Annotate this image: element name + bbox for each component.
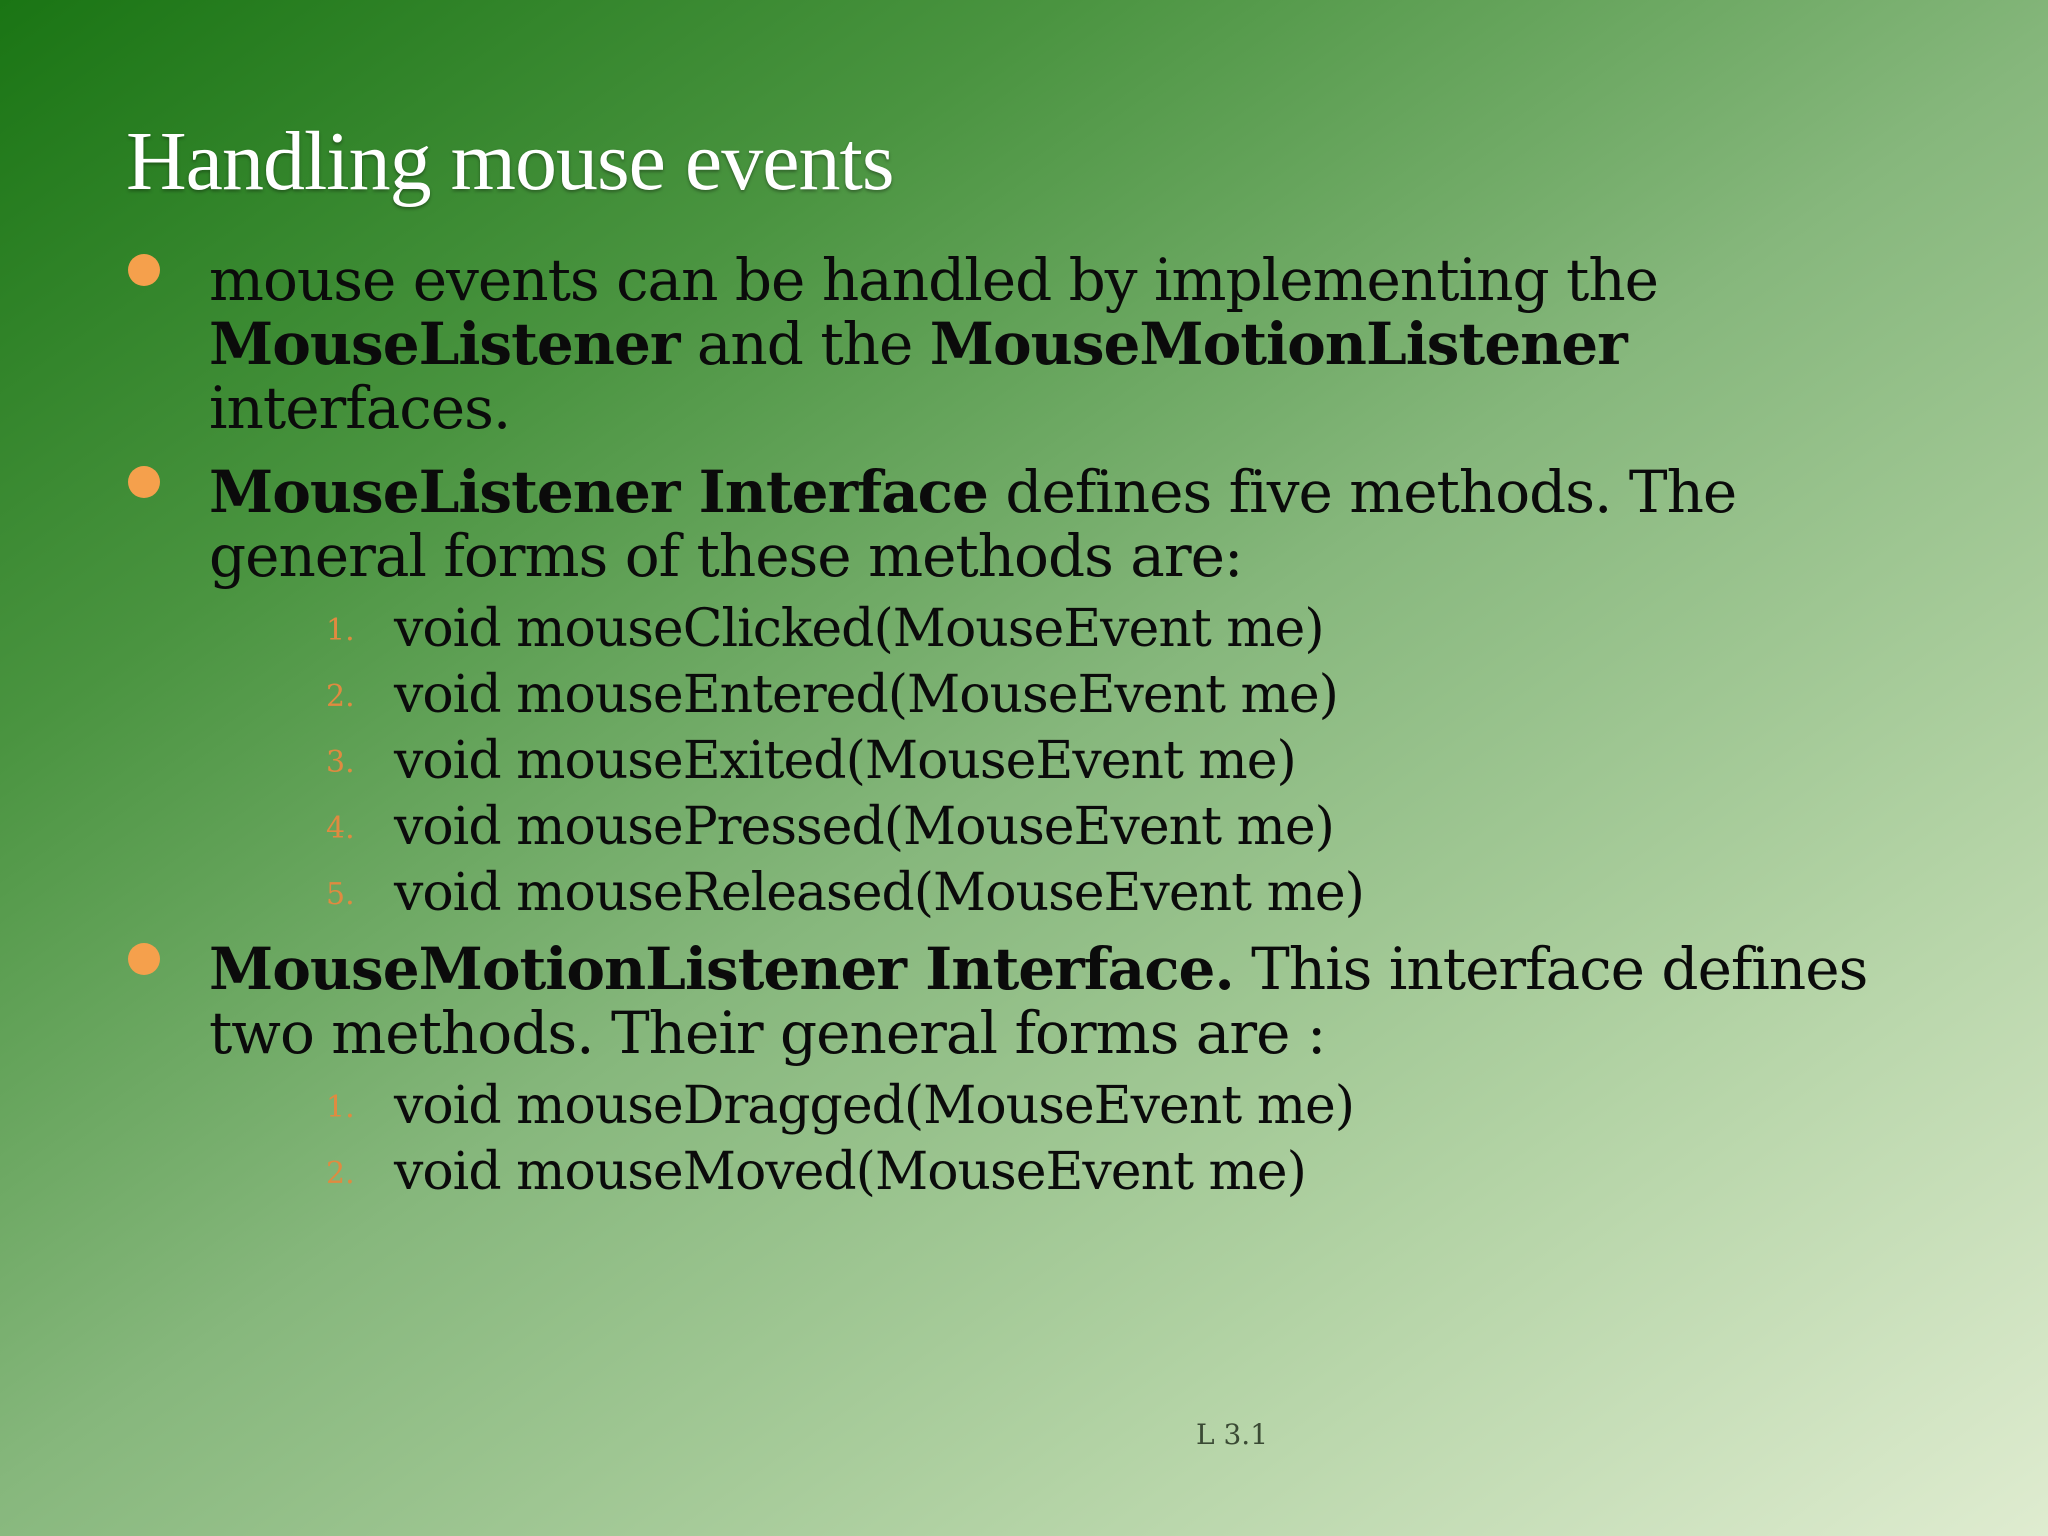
method-signature: void mouseReleased(MouseEvent me) bbox=[394, 863, 1364, 923]
bullet-2-desc: defines five methods. The bbox=[987, 458, 1737, 526]
list-number: 4. bbox=[326, 811, 355, 846]
mouselistener-term: MouseListener bbox=[209, 310, 680, 378]
list-number: 2. bbox=[326, 679, 355, 714]
list-number: 5. bbox=[326, 877, 355, 912]
mousemotionlistener-interface-term: MouseMotionListener Interface. bbox=[209, 935, 1234, 1003]
list-item bbox=[0, 1073, 2048, 1139]
list-item bbox=[0, 794, 2048, 860]
method-signature: void mousePressed(MouseEvent me) bbox=[394, 797, 1334, 857]
list-number: 3. bbox=[326, 745, 355, 780]
list-item bbox=[0, 662, 2048, 728]
bullet-3-desc: This interface defines bbox=[1233, 935, 1868, 1003]
bullet-3-text bbox=[209, 937, 1969, 1065]
slide-footer: L 3.1 bbox=[1196, 1418, 1269, 1451]
method-signature: void mouseClicked(MouseEvent me) bbox=[394, 599, 1324, 659]
mouselistener-interface-term: MouseListener Interface bbox=[209, 458, 988, 526]
list-item bbox=[0, 728, 2048, 794]
method-signature: void mouseExited(MouseEvent me) bbox=[394, 731, 1296, 791]
bullet-1-line-2 bbox=[209, 312, 1969, 376]
bullet-1-line-1: mouse events can be handled by implementing the bbox=[209, 246, 1658, 314]
bullet-1-line-3: interfaces. bbox=[209, 374, 511, 442]
list-item bbox=[0, 596, 2048, 662]
bullet-2-text bbox=[209, 460, 1969, 588]
slide-title: Handling mouse events bbox=[126, 115, 894, 208]
list-item bbox=[0, 860, 2048, 926]
bullet-dot-icon bbox=[128, 254, 160, 286]
method-signature: void mouseDragged(MouseEvent me) bbox=[394, 1076, 1355, 1136]
method-signature: void mouseMoved(MouseEvent me) bbox=[394, 1142, 1306, 1202]
mousemotionlistener-term: MouseMotionListener bbox=[929, 310, 1627, 378]
bullet-3-line-2: two methods. Their general forms are : bbox=[209, 999, 1326, 1067]
bullet-3-line-1 bbox=[209, 937, 1969, 1001]
bullet-1-text bbox=[209, 248, 1969, 440]
bullet-1-connector: and the bbox=[679, 310, 930, 378]
bullet-2-line-2: general forms of these methods are: bbox=[209, 522, 1243, 590]
list-item bbox=[0, 1139, 2048, 1205]
list-number: 2. bbox=[326, 1156, 355, 1191]
bullet-dot-icon bbox=[128, 466, 160, 498]
method-signature: void mouseEntered(MouseEvent me) bbox=[394, 665, 1338, 725]
list-number: 1. bbox=[326, 613, 355, 648]
bullet-2-line-1 bbox=[209, 460, 1969, 524]
bullet-dot-icon bbox=[128, 943, 160, 975]
list-number: 1. bbox=[326, 1090, 355, 1125]
